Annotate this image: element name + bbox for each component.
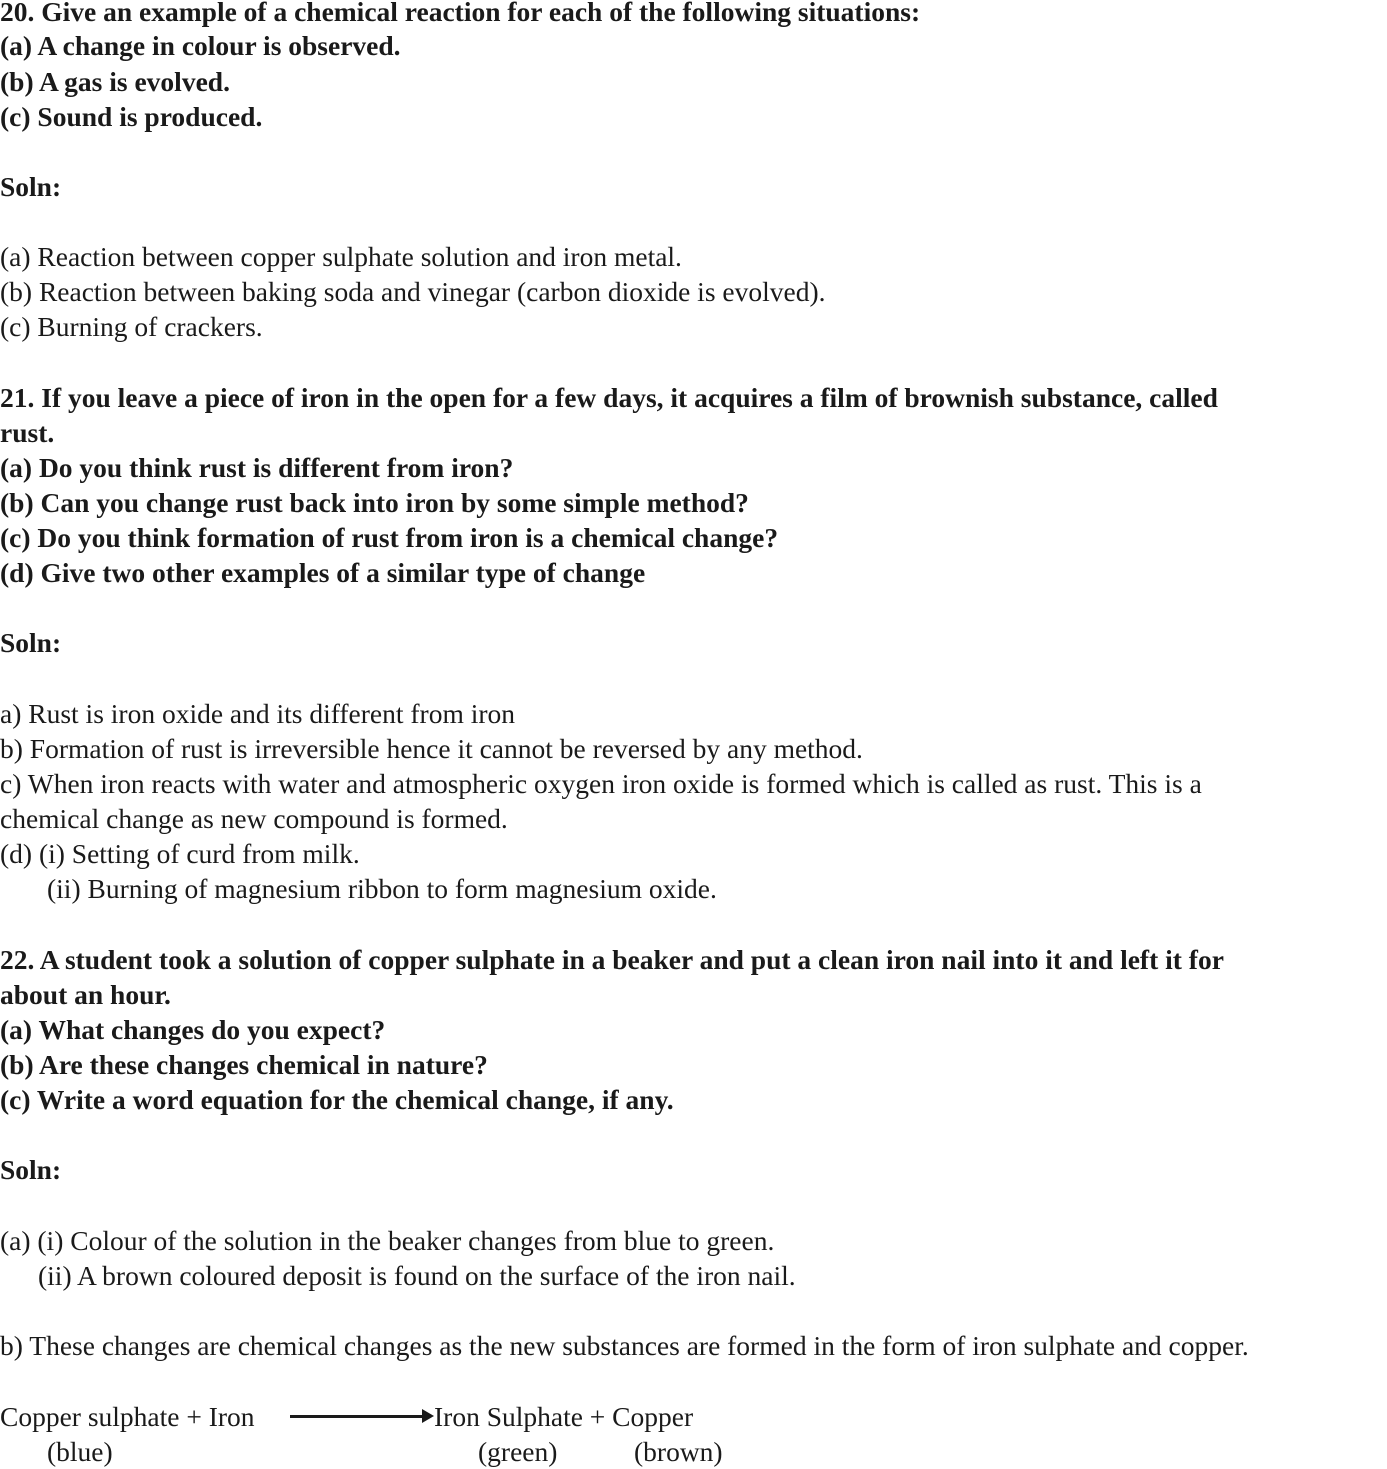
answer-line: (a) (i) Colour of the solution in the beaker changes from blue to green. — [0, 1225, 775, 1256]
question-part: (c) Write a word equation for the chemical change, if any. — [0, 1084, 674, 1115]
answer-line: (c) Burning of crackers. — [0, 311, 263, 342]
answer-line: chemical change as new compound is formed. — [0, 803, 508, 834]
solution-label: Soln: — [0, 627, 62, 658]
solution-label: Soln: — [0, 1154, 62, 1185]
question-title: rust. — [0, 417, 55, 448]
label-blue: (blue) — [47, 1436, 113, 1467]
answer-line: b) Formation of rust is irreversible hence it cannot be reversed by any method. — [0, 733, 863, 764]
question-part: (b) Can you change rust back into iron by some simple method? — [0, 487, 749, 518]
answer-line: b) These changes are chemical changes as the new substances are formed in the form of iron sulphate and copper. — [0, 1330, 1249, 1361]
question-part: (b) Are these changes chemical in nature? — [0, 1049, 488, 1080]
question-part: (c) Sound is produced. — [0, 101, 263, 132]
label-green: (green) — [478, 1436, 558, 1467]
answer-line: a) Rust is iron oxide and its different from iron — [0, 698, 516, 729]
question-title: 22. A student took a solution of copper sulphate in a beaker and put a clean iron nail into it and left it for — [0, 944, 1224, 975]
answer-line: (b) Reaction between baking soda and vinegar (carbon dioxide is evolved). — [0, 276, 826, 307]
answer-line: (ii) A brown coloured deposit is found on the surface of the iron nail. — [38, 1260, 796, 1291]
question-part: (a) A change in colour is observed. — [0, 30, 401, 61]
question-title: about an hour. — [0, 979, 171, 1010]
answer-line: c) When iron reacts with water and atmospheric oxygen iron oxide is formed which is called as rust. This is a — [0, 768, 1202, 799]
answer-line: (d) (i) Setting of curd from milk. — [0, 838, 360, 869]
solution-label: Soln: — [0, 171, 62, 202]
answer-line: (a) Reaction between copper sulphate solution and iron metal. — [0, 241, 682, 272]
question-part: (c) Do you think formation of rust from iron is a chemical change? — [0, 522, 779, 553]
question-title: 21. If you leave a piece of iron in the open for a few days, it acquires a film of brownish substance, called — [0, 382, 1218, 413]
question-part: (b) A gas is evolved. — [0, 66, 230, 97]
label-brown: (brown) — [634, 1436, 723, 1467]
question-part: (d) Give two other examples of a similar type of change — [0, 557, 646, 588]
answer-line: (ii) Burning of magnesium ribbon to form magnesium oxide. — [47, 873, 717, 904]
equation-reactants: Copper sulphate + Iron — [0, 1401, 255, 1432]
reaction-arrow-icon — [290, 1415, 424, 1418]
equation-products: Iron Sulphate + Copper — [434, 1401, 694, 1432]
question-title: 20. Give an example of a chemical reaction for each of the following situations: — [0, 0, 921, 27]
question-part: (a) Do you think rust is different from iron? — [0, 452, 514, 483]
question-part: (a) What changes do you expect? — [0, 1014, 386, 1045]
